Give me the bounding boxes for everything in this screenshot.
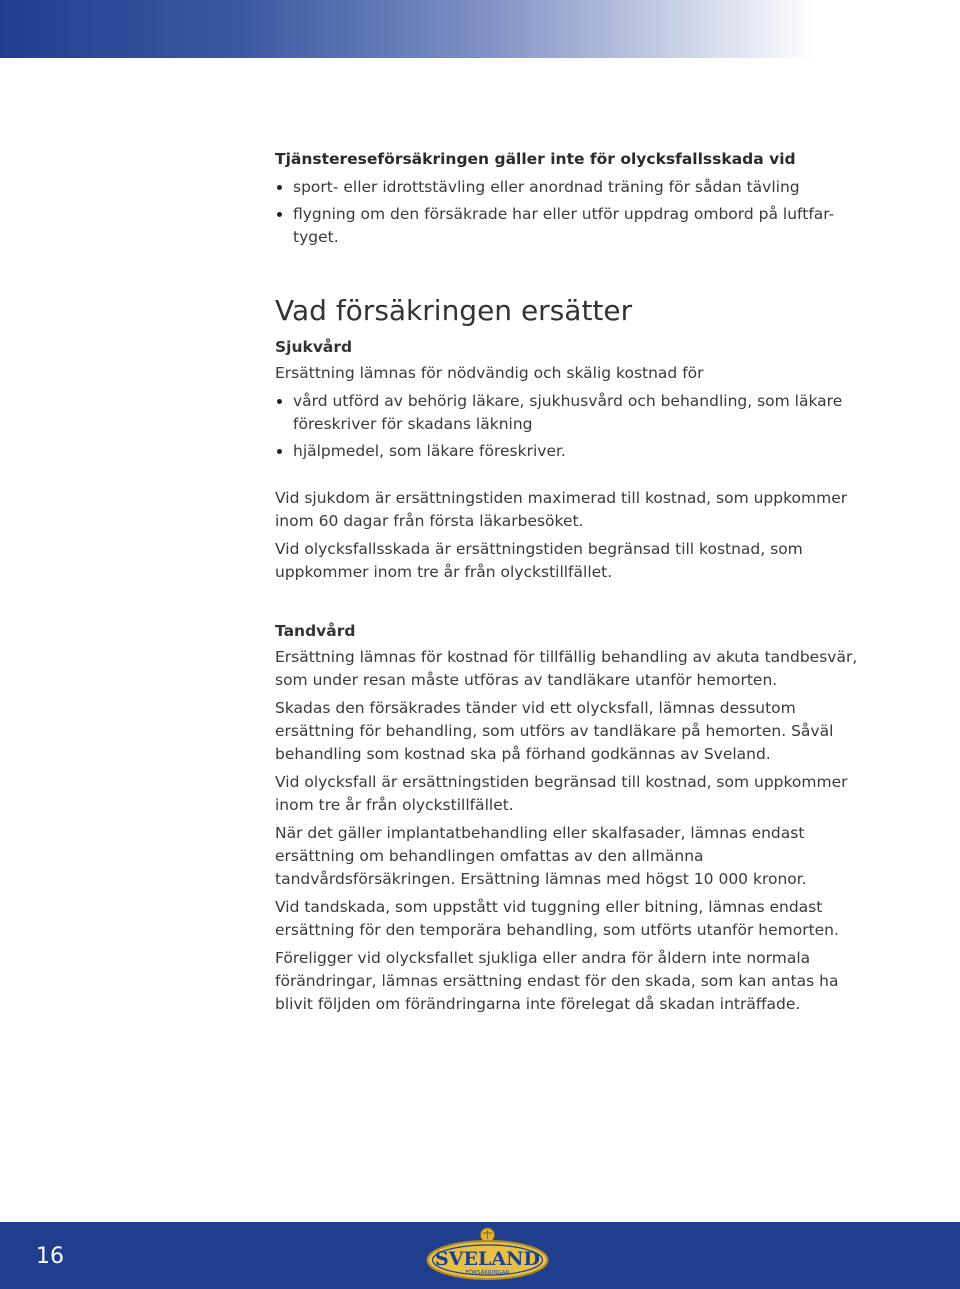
list-item: vård utförd av behörig läkare, sjukhusvård och behandling, som läkare föreskriver för skadans läkning (275, 390, 875, 436)
list-item: sport- eller idrottstävling eller anordnad träning för sådan tävling (275, 176, 875, 199)
logo-subtext: FÖRSÄKRINGAR (465, 1270, 510, 1276)
tandvard-heading: Tandvård (275, 622, 356, 640)
sjukvard-section (275, 338, 875, 589)
tandvard-paragraph: Ersättning lämnas för kostnad för tillfällig behandling av akuta tandbesvär, som under resan måste utföras av tandläkare utanför hemorten. (275, 648, 858, 689)
tandvard-paragraph: Vid olycksfall är ersättningstiden begränsad till kostnad, som uppkommer inom tre år från olyckstillfället. (275, 773, 848, 814)
list-item: flygning om den försäkrade har eller utför uppdrag ombord på luftfar-tyget. (275, 203, 875, 249)
logo-wordmark: SVELAND (435, 1248, 540, 1270)
sjukvard-paragraph: Vid sjukdom är ersättningstiden maximerad till kostnad, som uppkommer inom 60 dagar från första läkarbesöket. (275, 489, 848, 530)
list-item: hjälpmedel, som läkare föreskriver. (275, 440, 875, 463)
tandvard-paragraph: När det gäller implantatbehandling eller skalfasader, lämnas endast ersättning om behandlingen omfattas av den allmänna tandvårdsförsäkringen. Ersättning lämnas med högst 10 000 kronor. (275, 824, 807, 888)
tandvard-paragraph: Föreligger vid olycksfallet sjukliga eller andra för åldern inte normala förändringar, lämnas ersättning endast för den skada, som kan antas ha blivit följden om förändringarna inte förelegat då skadan inträffade. (275, 949, 839, 1013)
sjukvard-heading: Sjukvård (275, 338, 353, 356)
tandvard-paragraph: Vid tandskada, som uppstått vid tuggning eller bitning, lämnas endast ersättning för den temporära behandling, som utförts utanför hemorten. (275, 898, 839, 939)
tandvard-section (275, 622, 875, 1021)
sjukvard-paragraph: Vid olycksfallsskada är ersättningstiden begränsad till kostnad, som uppkommer inom tre år från olyckstillfället. (275, 540, 803, 581)
top-gradient-band (0, 0, 960, 58)
sjukvard-intro: Ersättning lämnas för nödvändig och skälig kostnad för (275, 364, 704, 382)
logo-crest-icon (481, 1228, 495, 1242)
page-number: 16 (36, 1244, 64, 1269)
page-content (275, 148, 875, 1028)
intro-bullet-list (275, 176, 875, 249)
sjukvard-bullet-list (275, 390, 875, 463)
tandvard-paragraph: Skadas den försäkrades tänder vid ett olycksfall, lämnas dessutom ersättning för behandling, som utförs av tandläkare på hemorten. Såväl behandling som kostnad ska på förhand godkännas av Sveland. (275, 699, 834, 763)
sveland-logo (425, 1225, 550, 1283)
intro-lead: Tjänstereseförsäkringen gäller inte för olycksfallsskada vid (275, 150, 796, 168)
section-title: Vad försäkringen ersätter (275, 294, 633, 327)
